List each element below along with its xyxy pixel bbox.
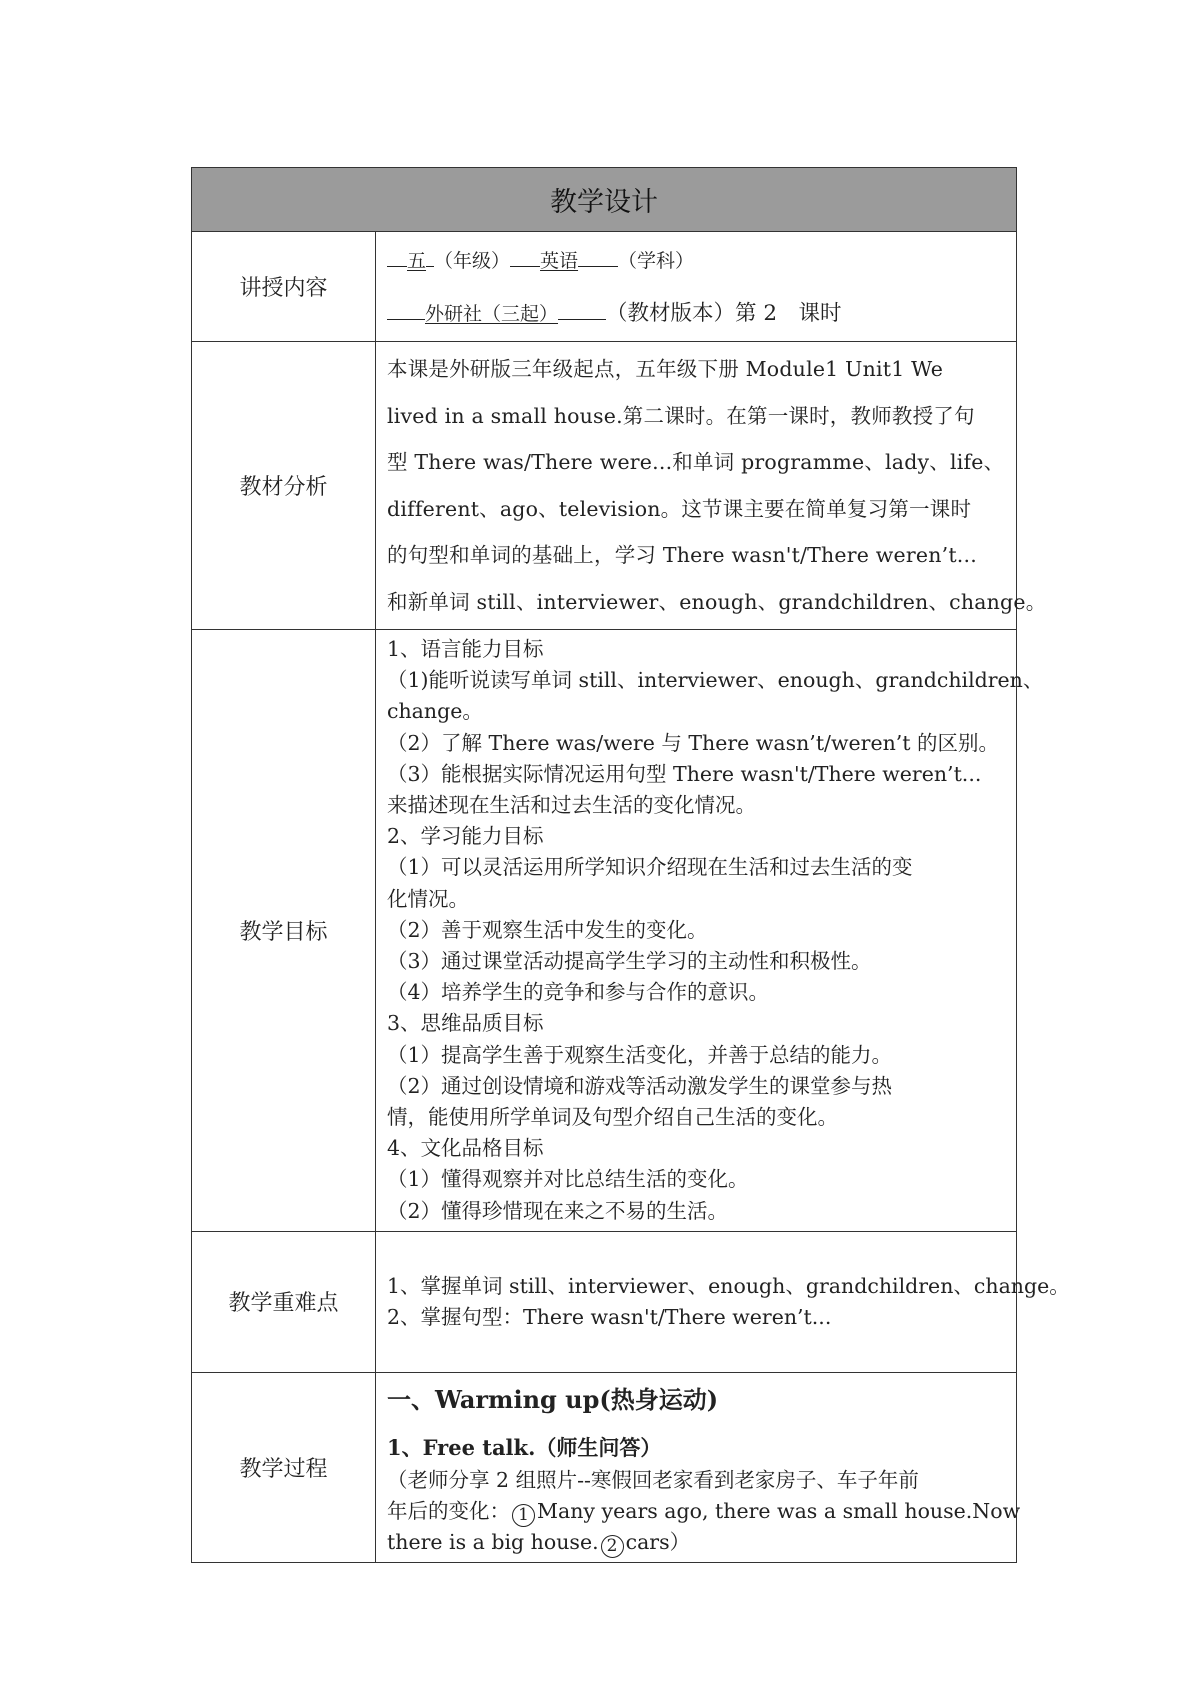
row-analysis (192, 342, 1017, 630)
goal-line: 3、思维品质目标 (387, 1011, 544, 1036)
process-line (387, 1527, 1006, 1558)
goal-line: （1)能听说读写单词 still、interviewer、enough、grandchildren、 (387, 668, 1044, 693)
blank-line (387, 299, 425, 320)
subject-suffix: （学科） (618, 250, 695, 272)
goal-line: （4）培养学生的竞争和参与合作的意识。 (387, 980, 770, 1005)
process-subheading: 1、Free talk.（师生问答） (387, 1434, 662, 1460)
goal-line: （1）可以灵活运用所学知识介绍现在生活和过去生活的变 (387, 855, 913, 880)
label-key-points: 教学重难点 (192, 1231, 376, 1372)
row-key-points (192, 1231, 1017, 1372)
label-goals: 教学目标 (192, 630, 376, 1232)
edition-value: 外研社（三起） (425, 303, 559, 325)
label-analysis: 教材分析 (192, 342, 376, 630)
goal-line: 2、学习能力目标 (387, 824, 544, 849)
row-process (192, 1372, 1017, 1562)
analysis-line: 型 There was/There were...和单词 programme、lady、life、 (387, 450, 1005, 474)
goal-line: （1）懂得观察并对比总结生活的变化。 (387, 1167, 749, 1192)
process-text: cars） (625, 1529, 691, 1554)
goal-line: 1、语言能力目标 (387, 637, 544, 661)
goal-line: 情，能使用所学单词及句型介绍自己生活的变化。 (387, 1105, 838, 1130)
row-goals (192, 630, 1017, 1232)
process-text: there is a big house. (387, 1529, 599, 1554)
process-heading: 一、Warming up(热身运动) (387, 1384, 719, 1414)
table-header-row (192, 168, 1017, 232)
analysis-line: 的句型和单词的基础上，学习 There wasn't/There weren’t... (387, 543, 977, 567)
circled-number-2: 2 (601, 1535, 624, 1558)
blank-line (578, 246, 618, 267)
goal-line: （2）善于观察生活中发生的变化。 (387, 917, 708, 942)
lesson-plan-table (191, 167, 1070, 1563)
key-points-cell (376, 1231, 1070, 1372)
key-point-line: 1、掌握单词 still、interviewer、enough、grandchildren、change。 (387, 1273, 1070, 1298)
teaching-content-cell (376, 232, 1017, 342)
analysis-line: 和新单词 still、interviewer、enough、grandchildren、change。 (387, 589, 1047, 614)
goal-line: （3）通过课堂活动提高学生学习的主动性和积极性。 (387, 949, 872, 974)
circled-number-1: 1 (512, 1504, 535, 1527)
process-line (387, 1496, 1021, 1527)
goal-line: 4、文化品格目标 (387, 1136, 544, 1161)
label-process: 教学过程 (192, 1372, 376, 1562)
blank-line (558, 299, 606, 320)
goal-line: （2）了解 There was/were 与 There wasn’t/weren’t 的区别。 (387, 730, 1000, 755)
analysis-line: 本课是外研版三年级起点，五年级下册 Module1 Unit1 We (387, 357, 944, 381)
process-text: 年后的变化： (387, 1498, 510, 1523)
grade-suffix: （年级） (434, 250, 511, 272)
goal-line: change。 (387, 699, 483, 724)
goal-line: （1）提高学生善于观察生活变化，并善于总结的能力。 (387, 1042, 893, 1067)
goals-cell (376, 630, 1044, 1232)
goal-line: 来描述现在生活和过去生活的变化情况。 (387, 793, 756, 818)
blank-line (387, 246, 407, 267)
key-point-line: 2、掌握句型：There wasn't/There weren’t... (387, 1304, 832, 1329)
analysis-cell (376, 342, 1047, 630)
process-cell (376, 1372, 1021, 1562)
process-text: Many years ago, there was a small house.Now (537, 1498, 1021, 1523)
goal-line: 化情况。 (387, 886, 469, 911)
page-title: 教学设计 (192, 168, 1017, 232)
goal-line: （2）通过创设情境和游戏等活动激发学生的课堂参与热 (387, 1073, 893, 1098)
subject-value: 英语 (540, 250, 579, 272)
analysis-line: different、ago、television。这节课主要在简单复习第一课时 (387, 496, 972, 521)
analysis-line: lived in a small house.第二课时。在第一课时，教师教授了句 (387, 403, 975, 428)
blank-line (426, 246, 434, 267)
blank-line (510, 246, 540, 267)
goal-line: （3）能根据实际情况运用句型 There wasn't/There weren’t... (387, 761, 982, 786)
process-line: （老师分享 2 组照片--寒假回老家看到老家房子、车子年前 (387, 1467, 919, 1492)
edition-suffix: （教材版本）第 2 课时 (606, 301, 842, 326)
row-teaching-content (192, 232, 1017, 342)
grade-value: 五 (407, 250, 427, 272)
label-teaching-content: 讲授内容 (192, 232, 376, 342)
goal-line: （2）懂得珍惜现在来之不易的生活。 (387, 1198, 729, 1223)
